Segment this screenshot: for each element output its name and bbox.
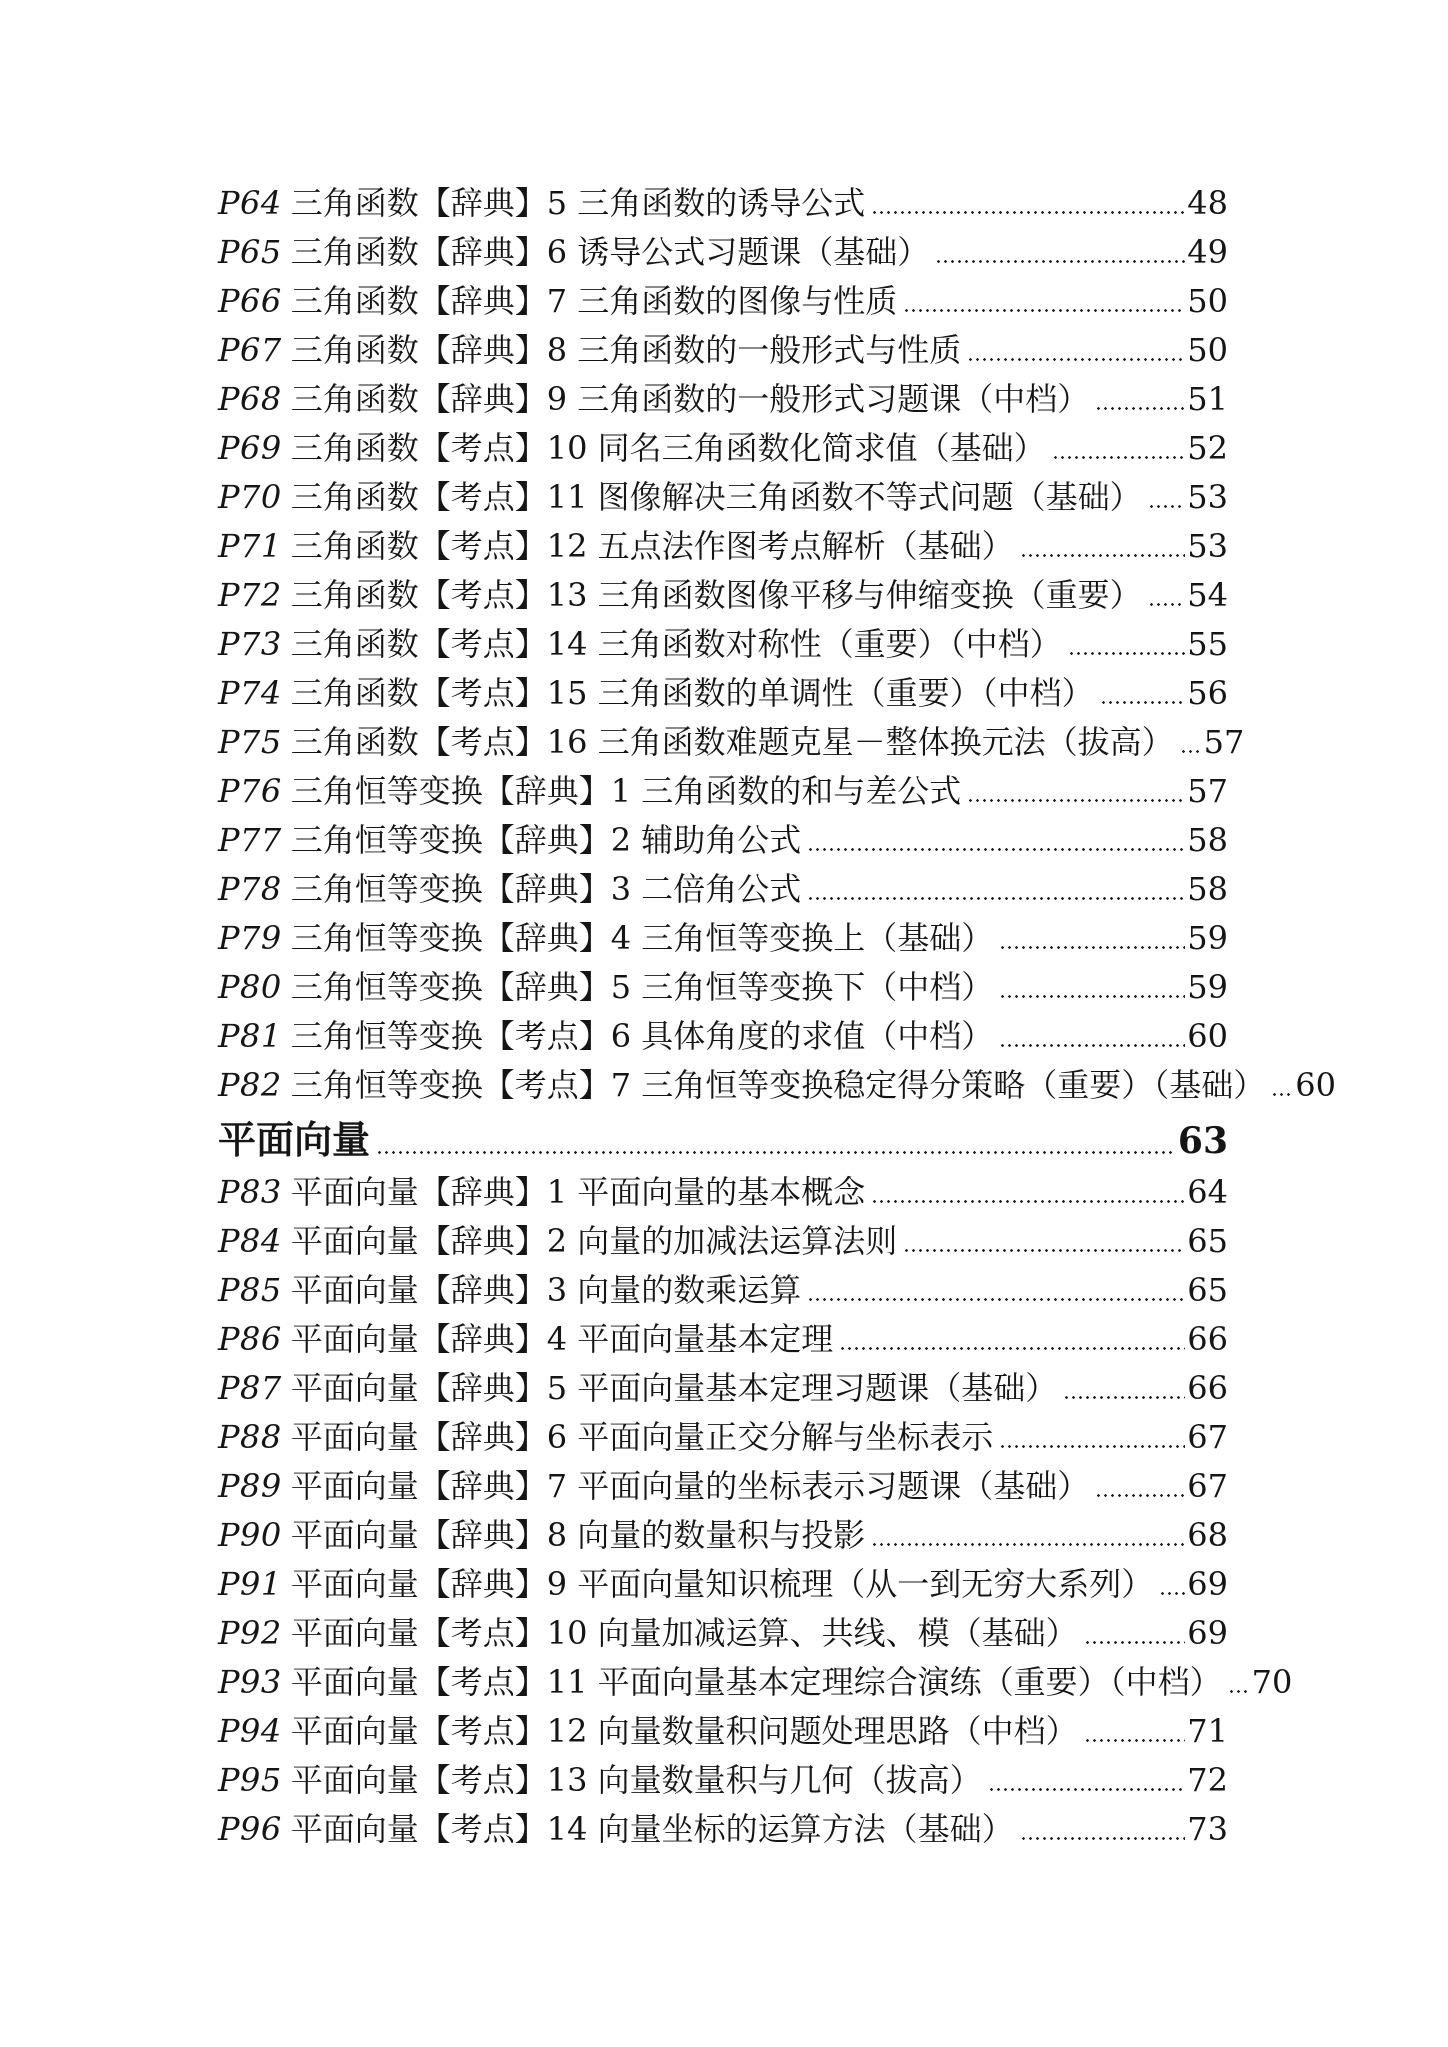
dot-leader (1065, 1368, 1185, 1408)
dot-leader (1001, 967, 1185, 1007)
section-page-number: 63 (1177, 1120, 1228, 1162)
dot-leader (1097, 379, 1185, 419)
entry-title: 平面向量【辞典】2 向量的加减法运算法则 (290, 1222, 898, 1260)
dot-leader (809, 820, 1185, 860)
entry-lesson-number: P96 (218, 1810, 282, 1848)
toc-entry-row[interactable] (218, 664, 1228, 713)
entry-lesson-number: P83 (218, 1173, 282, 1211)
entry-title: 三角函数【考点】13 三角函数图像平移与伸缩变换（重要） (290, 576, 1142, 614)
entry-lesson-number: P78 (218, 870, 282, 908)
dot-leader (990, 1760, 1186, 1800)
entry-page-number: 60 (1295, 1066, 1337, 1104)
dot-leader (873, 183, 1185, 223)
dot-leader (809, 1270, 1185, 1310)
entry-lesson-number: P85 (218, 1271, 282, 1309)
entry-title: 平面向量【辞典】8 向量的数量积与投影 (290, 1516, 866, 1554)
entry-title: 平面向量【辞典】3 向量的数乘运算 (290, 1271, 802, 1309)
entry-title: 平面向量【辞典】9 平面向量知识梳理（从一到无穷大系列） (290, 1565, 1154, 1603)
entry-title: 三角函数【辞典】9 三角函数的一般形式习题课（中档） (290, 380, 1090, 418)
entry-title: 三角函数【考点】15 三角函数的单调性（重要）（中档） (290, 674, 1094, 712)
entry-page-number: 67 (1187, 1467, 1228, 1505)
entry-lesson-number: P79 (218, 919, 282, 957)
entry-lesson-number: P66 (218, 282, 282, 320)
entry-lesson-number: P75 (218, 723, 282, 761)
toc-entry-row[interactable] (218, 1800, 1228, 1849)
entry-title: 三角函数【考点】14 三角函数对称性（重要）（中档） (290, 625, 1062, 663)
dot-leader (1150, 575, 1186, 615)
entry-lesson-number: P86 (218, 1320, 282, 1358)
entry-page-number: 59 (1187, 968, 1228, 1006)
toc-entry-row[interactable] (218, 272, 1228, 321)
entry-title: 平面向量【考点】14 向量坐标的运算方法（基础） (290, 1810, 1014, 1848)
dot-leader (1161, 1564, 1185, 1604)
entry-lesson-number: P89 (218, 1467, 282, 1505)
entry-page-number: 66 (1187, 1369, 1228, 1407)
toc-entry-row[interactable] (218, 1702, 1228, 1751)
dot-leader (937, 232, 1185, 272)
toc-entry-row[interactable] (218, 1261, 1228, 1310)
entry-title: 三角函数【辞典】6 诱导公式习题课（基础） (290, 233, 930, 271)
entry-page-number: 70 (1251, 1663, 1293, 1701)
entry-page-number: 58 (1187, 821, 1228, 859)
entry-page-number: 56 (1187, 674, 1228, 712)
entry-lesson-number: P76 (218, 772, 282, 810)
entry-lesson-number: P92 (218, 1614, 282, 1652)
entry-page-number: 48 (1187, 184, 1228, 222)
entry-lesson-number: P95 (218, 1761, 282, 1799)
dot-leader (1001, 918, 1185, 958)
dot-leader (1001, 1417, 1185, 1457)
entry-page-number: 64 (1187, 1173, 1228, 1211)
entry-page-number: 60 (1187, 1017, 1228, 1055)
entry-lesson-number: P74 (218, 674, 282, 712)
entry-title: 平面向量【辞典】6 平面向量正交分解与坐标表示 (290, 1418, 994, 1456)
entry-page-number: 54 (1187, 576, 1228, 614)
entry-lesson-number: P91 (218, 1565, 282, 1603)
entry-page-number: 50 (1187, 331, 1228, 369)
section-title: 平面向量 (218, 1118, 371, 1162)
entry-lesson-number: P93 (218, 1663, 282, 1701)
entry-lesson-number: P70 (218, 478, 282, 516)
dot-leader (1102, 673, 1186, 713)
dot-leader (1230, 1662, 1250, 1702)
entry-page-number: 50 (1187, 282, 1228, 320)
toc-entry-row[interactable] (218, 1310, 1228, 1359)
entry-title: 三角函数【考点】10 同名三角函数化简求值（基础） (290, 429, 1046, 467)
toc-entry-row[interactable] (218, 1359, 1228, 1408)
toc-entry-row[interactable] (218, 1751, 1228, 1800)
entry-lesson-number: P65 (218, 233, 282, 271)
entry-page-number: 73 (1187, 1810, 1228, 1848)
entry-title: 三角函数【辞典】8 三角函数的一般形式与性质 (290, 331, 962, 369)
toc-entry-row[interactable] (218, 762, 1228, 811)
entry-page-number: 58 (1187, 870, 1228, 908)
entry-page-number: 49 (1187, 233, 1228, 271)
entry-lesson-number: P68 (218, 380, 282, 418)
toc-entry-row[interactable] (218, 517, 1228, 566)
toc-entry-row[interactable] (218, 174, 1228, 223)
entry-title: 三角恒等变换【辞典】3 二倍角公式 (290, 870, 802, 908)
entry-title: 三角恒等变换【考点】6 具体角度的求值（中档） (290, 1017, 994, 1055)
entry-page-number: 71 (1187, 1712, 1228, 1750)
dot-leader (1086, 1711, 1186, 1751)
entry-page-number: 53 (1187, 527, 1228, 565)
entry-title: 平面向量【辞典】1 平面向量的基本概念 (290, 1173, 866, 1211)
dot-leader (969, 771, 1185, 811)
entry-title: 三角恒等变换【辞典】2 辅助角公式 (290, 821, 802, 859)
entry-page-number: 65 (1187, 1222, 1228, 1260)
toc-entry-row[interactable] (218, 1163, 1228, 1212)
entry-title: 平面向量【辞典】5 平面向量基本定理习题课（基础） (290, 1369, 1058, 1407)
toc-entry-row[interactable] (218, 909, 1228, 958)
toc-entry-row[interactable] (218, 811, 1228, 860)
toc-entry-row[interactable] (218, 468, 1228, 517)
dot-leader (1022, 1809, 1186, 1849)
entry-lesson-number: P67 (218, 331, 282, 369)
entry-page-number: 59 (1187, 919, 1228, 957)
entry-page-number: 69 (1187, 1565, 1228, 1603)
dot-leader (809, 869, 1185, 909)
toc-entry-row[interactable] (218, 1506, 1228, 1555)
toc-entry-row[interactable] (218, 1056, 1337, 1105)
entry-lesson-number: P71 (218, 527, 282, 565)
toc-entry-row[interactable] (218, 713, 1245, 762)
toc-entry-row[interactable] (218, 615, 1228, 664)
dot-leader (969, 330, 1185, 370)
dot-leader (378, 1119, 1176, 1163)
dot-leader (1022, 526, 1186, 566)
entry-title: 三角函数【考点】16 三角函数难题克星－整体换元法（拔高） (290, 723, 1174, 761)
toc-entry-row[interactable] (218, 958, 1228, 1007)
entry-title: 平面向量【辞典】7 平面向量的坐标表示习题课（基础） (290, 1467, 1090, 1505)
dot-leader (1150, 477, 1186, 517)
entry-lesson-number: P72 (218, 576, 282, 614)
toc-entry-row[interactable] (218, 223, 1228, 272)
dot-leader (1182, 722, 1202, 762)
dot-leader (1070, 624, 1186, 664)
entry-page-number: 57 (1203, 723, 1245, 761)
entry-lesson-number: P90 (218, 1516, 282, 1554)
entry-title: 平面向量【考点】11 平面向量基本定理综合演练（重要）（中档） (290, 1663, 1222, 1701)
entry-page-number: 67 (1187, 1418, 1228, 1456)
entry-title: 三角恒等变换【辞典】5 三角恒等变换下（中档） (290, 968, 994, 1006)
entry-page-number: 57 (1187, 772, 1228, 810)
toc-entry-row[interactable] (218, 370, 1228, 419)
entry-title: 平面向量【辞典】4 平面向量基本定理 (290, 1320, 834, 1358)
entry-title: 平面向量【考点】10 向量加减运算、共线、模（基础） (290, 1614, 1078, 1652)
dot-leader (905, 1221, 1185, 1261)
dot-leader (1086, 1613, 1186, 1653)
toc-section-row[interactable] (218, 1105, 1228, 1163)
toc-entry-row[interactable] (218, 321, 1228, 370)
toc-entry-row[interactable] (218, 1604, 1228, 1653)
entry-page-number: 69 (1187, 1614, 1228, 1652)
entry-lesson-number: P88 (218, 1418, 282, 1456)
toc-entry-row[interactable] (218, 1653, 1293, 1702)
entry-page-number: 65 (1187, 1271, 1228, 1309)
entry-title: 平面向量【考点】12 向量数量积问题处理思路（中档） (290, 1712, 1078, 1750)
table-of-contents (218, 174, 1337, 1849)
entry-lesson-number: P73 (218, 625, 282, 663)
entry-page-number: 51 (1187, 380, 1228, 418)
dot-leader (873, 1515, 1185, 1555)
dot-leader (905, 281, 1185, 321)
entry-title: 三角恒等变换【辞典】1 三角函数的和与差公式 (290, 772, 962, 810)
entry-title: 三角函数【考点】11 图像解决三角函数不等式问题（基础） (290, 478, 1142, 516)
entry-lesson-number: P80 (218, 968, 282, 1006)
toc-entry-row[interactable] (218, 860, 1228, 909)
entry-lesson-number: P87 (218, 1369, 282, 1407)
toc-entry-row[interactable] (218, 1457, 1228, 1506)
dot-leader (1097, 1466, 1185, 1506)
entry-lesson-number: P82 (218, 1066, 282, 1104)
toc-entry-row[interactable] (218, 419, 1228, 468)
dot-leader (873, 1172, 1185, 1212)
entry-lesson-number: P81 (218, 1017, 282, 1055)
toc-entry-row[interactable] (218, 1408, 1228, 1457)
entry-page-number: 55 (1187, 625, 1228, 663)
entry-page-number: 52 (1187, 429, 1228, 467)
dot-leader (1054, 428, 1186, 468)
toc-entry-row[interactable] (218, 1212, 1228, 1261)
dot-leader (841, 1319, 1185, 1359)
entry-title: 三角恒等变换【辞典】4 三角恒等变换上（基础） (290, 919, 994, 957)
entry-page-number: 68 (1187, 1516, 1228, 1554)
toc-entry-row[interactable] (218, 566, 1228, 615)
toc-entry-row[interactable] (218, 1007, 1228, 1056)
dot-leader (1273, 1065, 1293, 1105)
entry-title: 三角恒等变换【考点】7 三角恒等变换稳定得分策略（重要）（基础） (290, 1066, 1266, 1104)
entry-lesson-number: P94 (218, 1712, 282, 1750)
entry-page-number: 66 (1187, 1320, 1228, 1358)
dot-leader (1001, 1016, 1185, 1056)
entry-lesson-number: P84 (218, 1222, 282, 1260)
entry-lesson-number: P69 (218, 429, 282, 467)
toc-entry-row[interactable] (218, 1555, 1228, 1604)
entry-page-number: 72 (1187, 1761, 1228, 1799)
entry-page-number: 53 (1187, 478, 1228, 516)
entry-title: 三角函数【辞典】5 三角函数的诱导公式 (290, 184, 866, 222)
entry-lesson-number: P64 (218, 184, 282, 222)
entry-title: 三角函数【考点】12 五点法作图考点解析（基础） (290, 527, 1014, 565)
entry-title: 平面向量【考点】13 向量数量积与几何（拔高） (290, 1761, 982, 1799)
entry-title: 三角函数【辞典】7 三角函数的图像与性质 (290, 282, 898, 320)
entry-lesson-number: P77 (218, 821, 282, 859)
